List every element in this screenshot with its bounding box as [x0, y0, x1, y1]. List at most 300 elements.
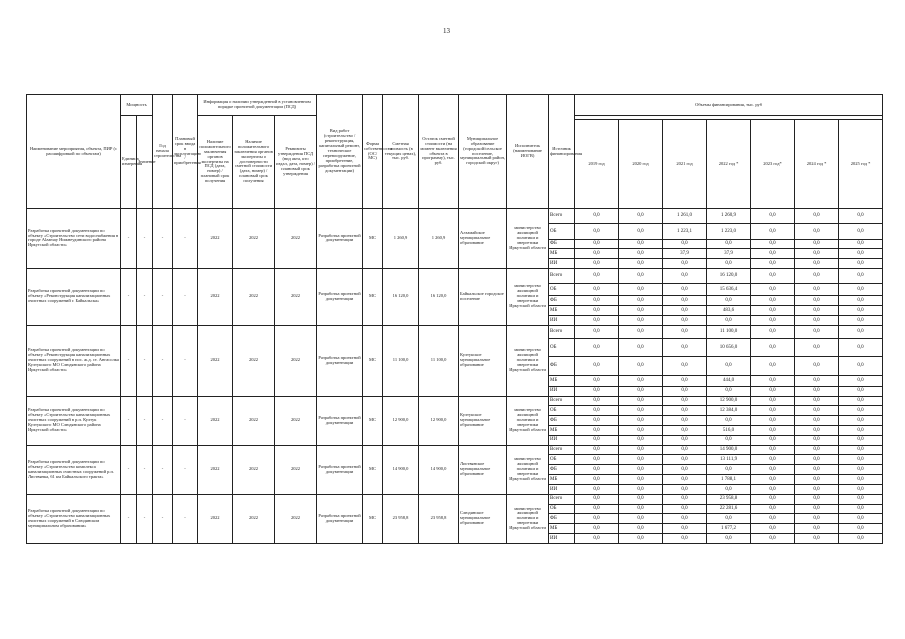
funding-amount: 0,0 — [619, 338, 663, 357]
funding-amount: 0,0 — [663, 455, 707, 465]
funding-source: ИИ — [549, 315, 575, 325]
header-year: 2024 год * — [795, 120, 839, 209]
financing-table — [26, 94, 883, 544]
funding-amount: 0,0 — [663, 268, 707, 283]
expertise-date: 2022 — [198, 445, 233, 494]
funding-amount: 0,0 — [575, 435, 619, 445]
header-cost: Сметная стоимость (в текущих ценах), тыс. руб. — [383, 95, 419, 209]
funding-amount: 0,0 — [663, 406, 707, 416]
funding-amount: 0,0 — [619, 455, 663, 465]
reliability-date: 2022 — [233, 209, 275, 269]
funding-amount: 0,0 — [619, 406, 663, 416]
funding-amount: 0,0 — [663, 386, 707, 396]
funding-source: Всего — [549, 494, 575, 504]
funding-amount: 0,0 — [795, 209, 839, 224]
funding-amount: 0,0 — [751, 435, 795, 445]
funding-amount: 0,0 — [575, 338, 619, 357]
estimated-cost: 11 100,0 — [383, 325, 419, 396]
funding-source: МБ — [549, 249, 575, 259]
funding-amount: 0,0 — [795, 435, 839, 445]
funding-amount: 0,0 — [751, 475, 795, 485]
approval-date: 2022 — [275, 445, 317, 494]
funding-source: МБ — [549, 524, 575, 534]
funding-amount: 0,0 — [663, 465, 707, 475]
funding-amount: 0,0 — [663, 416, 707, 426]
funding-amount: 0,0 — [619, 484, 663, 494]
funding-amount: 0,0 — [663, 338, 707, 357]
remaining-cost: 14 900,0 — [419, 445, 459, 494]
expertise-date: 2022 — [198, 268, 233, 325]
funding-amount: 0,0 — [839, 524, 883, 534]
funding-amount: 0,0 — [663, 504, 707, 514]
funding-source: ОБ — [549, 284, 575, 296]
header-value: Значение — [137, 116, 153, 209]
approval-date: 2022 — [275, 209, 317, 269]
funding-amount: 0,0 — [663, 514, 707, 524]
funding-amount: 516,0 — [707, 426, 751, 436]
funding-amount: 0,0 — [663, 445, 707, 455]
funding-source: ИИ — [549, 533, 575, 543]
start-year: - — [153, 325, 173, 396]
header-year: 2025 год * — [839, 120, 883, 209]
funding-amount: 0,0 — [839, 406, 883, 416]
funding-amount: 0,0 — [707, 259, 751, 269]
object-name: Разработка проектной документации по объекту «Реконструкция канализационных очистных сооружений г. Байкальска» — [27, 268, 121, 325]
funding-amount: 0,0 — [795, 524, 839, 534]
funding-source: ИИ — [549, 435, 575, 445]
funding-amount: 0,0 — [751, 268, 795, 283]
municipality: Култукское муниципальное образование — [459, 396, 507, 445]
funding-amount: 0,0 — [839, 375, 883, 386]
funding-amount: 0,0 — [751, 239, 795, 249]
ownership: МС — [363, 268, 383, 325]
plan-commission: - — [173, 396, 198, 445]
funding-amount: 0,0 — [707, 514, 751, 524]
estimated-cost: 14 900,0 — [383, 445, 419, 494]
work-type: Разработка проектной документации — [317, 494, 363, 543]
header-expertise: Наличие положительного заключения органов экспертизы на ПСД (дата, номер) / плановый срок получения — [198, 116, 233, 209]
funding-amount: 0,0 — [751, 426, 795, 436]
funding-amount: 0,0 — [795, 357, 839, 376]
funding-amount: 0,0 — [619, 465, 663, 475]
funding-amount: 0,0 — [619, 435, 663, 445]
funding-source: ФБ — [549, 514, 575, 524]
funding-amount: 0,0 — [663, 306, 707, 316]
plan-commission: - — [173, 494, 198, 543]
plan-commission: - — [173, 209, 198, 269]
capacity-value: - — [137, 445, 153, 494]
executor: министерство жилищной политики и энергетики Иркутской области — [507, 209, 549, 269]
header-funding: Объемы финансирования, тыс. руб — [575, 95, 883, 116]
funding-amount: 0,0 — [751, 375, 795, 386]
funding-amount: 0,0 — [751, 524, 795, 534]
funding-amount: 0,0 — [839, 455, 883, 465]
funding-amount: 0,0 — [575, 259, 619, 269]
header-municipality: Муниципальное образование (городской/сельское поселение, муниципальный район, городской округ) — [459, 95, 507, 209]
funding-amount: 0,0 — [619, 416, 663, 426]
remaining-cost: 1 260,9 — [419, 209, 459, 269]
capacity-unit: - — [121, 494, 137, 543]
funding-amount: 0,0 — [751, 504, 795, 514]
funding-amount: 0,0 — [839, 249, 883, 259]
header-work-type: Вид работ (строительство / реконструкция, капитальный ремонт, техническое перевооружение, приобретение, разработка проектной документации) — [317, 95, 363, 209]
header-ded-group: Информация о наличии утвержденной в установленном порядке проектной документации (ПСД) — [198, 95, 317, 116]
funding-amount: 0,0 — [839, 435, 883, 445]
object-name: Разработка проектной документации по объекту «Строительство комплекса канализационных очистных сооружений р.п. Листвянка, 61 км Байкальского тракта» — [27, 445, 121, 494]
funding-amount: 0,0 — [575, 357, 619, 376]
header-approval: Реквизиты утверждения ПСД (вид акта, кто издал, дата, номер) / плановый срок утверждения — [275, 116, 317, 209]
funding-amount: 0,0 — [839, 396, 883, 406]
funding-source: ИИ — [549, 386, 575, 396]
funding-amount: 0,0 — [663, 494, 707, 504]
funding-source: ОБ — [549, 455, 575, 465]
funding-source: ФБ — [549, 416, 575, 426]
funding-source: ФБ — [549, 465, 575, 475]
funding-amount: 0,0 — [619, 494, 663, 504]
funding-amount: 0,0 — [839, 484, 883, 494]
header-year: 2020 год — [619, 120, 663, 209]
work-type: Разработка проектной документации — [317, 396, 363, 445]
funding-amount: 0,0 — [619, 357, 663, 376]
funding-amount: 0,0 — [751, 338, 795, 357]
plan-commission: - — [173, 445, 198, 494]
funding-amount: 0,0 — [795, 416, 839, 426]
funding-source: Всего — [549, 396, 575, 406]
remaining-cost: 23 958,8 — [419, 494, 459, 543]
ownership: МС — [363, 325, 383, 396]
executor: министерство жилищной политики и энергетики Иркутской области — [507, 268, 549, 325]
funding-amount: 0,0 — [795, 475, 839, 485]
funding-amount: 0,0 — [795, 445, 839, 455]
funding-amount: 0,0 — [575, 315, 619, 325]
funding-amount: 0,0 — [751, 445, 795, 455]
funding-amount: 12 384,0 — [707, 406, 751, 416]
funding-amount: 0,0 — [839, 338, 883, 357]
funding-source: ОБ — [549, 406, 575, 416]
funding-amount: 0,0 — [795, 284, 839, 296]
funding-amount: 0,0 — [619, 268, 663, 283]
funding-amount: 0,0 — [795, 386, 839, 396]
funding-amount: 15 636,4 — [707, 284, 751, 296]
header-unit: Единица измерения — [121, 116, 137, 209]
funding-source: Всего — [549, 325, 575, 338]
funding-amount: 0,0 — [575, 524, 619, 534]
funding-amount: 0,0 — [751, 259, 795, 269]
expertise-date: 2022 — [198, 494, 233, 543]
funding-amount: 1 223,1 — [663, 224, 707, 239]
funding-amount: 0,0 — [795, 249, 839, 259]
municipality: Листвянское муниципальное образование — [459, 445, 507, 494]
funding-amount: 0,0 — [839, 239, 883, 249]
funding-source: ОБ — [549, 338, 575, 357]
funding-amount: 0,0 — [619, 249, 663, 259]
capacity-value: - — [137, 494, 153, 543]
funding-amount: 0,0 — [751, 386, 795, 396]
funding-amount: 0,0 — [839, 426, 883, 436]
funding-amount: 0,0 — [663, 426, 707, 436]
plan-commission: - — [173, 268, 198, 325]
header-year: 2023 год* — [751, 120, 795, 209]
reliability-date: 2022 — [233, 396, 275, 445]
approval-date: 2022 — [275, 325, 317, 396]
funding-amount: 0,0 — [751, 484, 795, 494]
capacity-value: - — [137, 209, 153, 269]
funding-amount: 37,9 — [663, 249, 707, 259]
header-year: 2019 год — [575, 120, 619, 209]
funding-amount: 0,0 — [575, 406, 619, 416]
funding-amount: 0,0 — [839, 465, 883, 475]
funding-amount: 0,0 — [839, 209, 883, 224]
capacity-unit: - — [121, 325, 137, 396]
estimated-cost: 16 120,0 — [383, 268, 419, 325]
funding-amount: 0,0 — [751, 396, 795, 406]
funding-amount: 0,0 — [663, 357, 707, 376]
funding-amount: 0,0 — [575, 268, 619, 283]
capacity-unit: - — [121, 396, 137, 445]
funding-amount: 0,0 — [575, 284, 619, 296]
funding-amount: 0,0 — [575, 445, 619, 455]
expertise-date: 2022 — [198, 325, 233, 396]
funding-amount: 0,0 — [707, 296, 751, 306]
funding-amount: 1 260,9 — [707, 209, 751, 224]
funding-amount: 0,0 — [619, 325, 663, 338]
funding-amount: 0,0 — [707, 435, 751, 445]
funding-amount: 11 100,0 — [707, 325, 751, 338]
work-type: Разработка проектной документации — [317, 268, 363, 325]
funding-amount: 0,0 — [795, 426, 839, 436]
executor: министерство жилищной политики и энергетики Иркутской области — [507, 445, 549, 494]
funding-amount: 0,0 — [575, 296, 619, 306]
funding-row — [27, 268, 883, 283]
start-year: - — [153, 268, 173, 325]
funding-amount: 0,0 — [839, 386, 883, 396]
funding-amount: 0,0 — [619, 259, 663, 269]
funding-amount: 0,0 — [619, 445, 663, 455]
municipality: Слюдянское муниципальное образование — [459, 494, 507, 543]
funding-amount: 0,0 — [575, 306, 619, 316]
start-year: - — [153, 209, 173, 269]
funding-amount: 0,0 — [751, 249, 795, 259]
funding-amount: 0,0 — [619, 524, 663, 534]
funding-amount: 0,0 — [839, 494, 883, 504]
funding-amount: 0,0 — [751, 296, 795, 306]
header-plan-commission: Плановый срок ввода в эксплуатацию / приобретения — [173, 95, 198, 209]
funding-amount: 0,0 — [707, 315, 751, 325]
header-ownership: Форма собственности (ОС/МС) — [363, 95, 383, 209]
funding-amount: 0,0 — [663, 484, 707, 494]
funding-source: МБ — [549, 426, 575, 436]
funding-amount: 0,0 — [795, 484, 839, 494]
funding-amount: 0,0 — [663, 435, 707, 445]
funding-source: ФБ — [549, 296, 575, 306]
funding-amount: 0,0 — [663, 475, 707, 485]
object-name: Разработка проектной документации по объекту «Строительство сети водоснабжения в городе Alzamay Нижнеудинского района Иркутской области» — [27, 209, 121, 269]
funding-amount: 0,0 — [619, 284, 663, 296]
remaining-cost: 11 100,0 — [419, 325, 459, 396]
funding-amount: 0,0 — [839, 514, 883, 524]
funding-source: ФБ — [549, 357, 575, 376]
remaining-cost: 12 900,0 — [419, 396, 459, 445]
estimated-cost: 23 958,8 — [383, 494, 419, 543]
funding-amount: 0,0 — [751, 209, 795, 224]
funding-amount: 0,0 — [575, 475, 619, 485]
table-body — [27, 209, 883, 544]
funding-source: ОБ — [549, 504, 575, 514]
funding-amount: 0,0 — [751, 406, 795, 416]
funding-amount: 1 261,0 — [663, 209, 707, 224]
ownership: МС — [363, 445, 383, 494]
funding-amount: 0,0 — [839, 504, 883, 514]
capacity-value: - — [137, 396, 153, 445]
funding-amount: 0,0 — [663, 284, 707, 296]
funding-amount: 0,0 — [619, 239, 663, 249]
work-type: Разработка проектной документации — [317, 445, 363, 494]
funding-source: Всего — [549, 268, 575, 283]
funding-amount: 0,0 — [839, 416, 883, 426]
funding-amount: 0,0 — [663, 259, 707, 269]
funding-amount: 14 900,0 — [707, 445, 751, 455]
funding-amount: 0,0 — [839, 445, 883, 455]
work-type: Разработка проектной документации — [317, 325, 363, 396]
funding-amount: 16 120,0 — [707, 268, 751, 283]
funding-amount: 0,0 — [575, 494, 619, 504]
funding-amount: 0,0 — [575, 504, 619, 514]
object-name: Разработка проектной документации по объекту «Строительство канализационных очистных сооружений в р.п. Култук Култукского МО Слюдянского района Иркутской области» — [27, 396, 121, 445]
funding-amount: 0,0 — [663, 396, 707, 406]
funding-amount: 22 281,6 — [707, 504, 751, 514]
funding-amount: 0,0 — [619, 296, 663, 306]
funding-amount: 1 223,0 — [707, 224, 751, 239]
header-remaining: Остаток сметной стоимости (на момент включения объекта в программу), тыс. руб. — [419, 95, 459, 209]
funding-amount: 0,0 — [575, 484, 619, 494]
funding-amount: 0,0 — [663, 533, 707, 543]
funding-amount: 0,0 — [751, 284, 795, 296]
funding-amount: 0,0 — [795, 465, 839, 475]
expertise-date: 2022 — [198, 209, 233, 269]
header-reliability: Наличие положительного заключения органов экспертизы о достоверности сметной стоимости (дата, номер) / плановый срок получения — [233, 116, 275, 209]
funding-row — [27, 325, 883, 338]
funding-row — [27, 494, 883, 504]
funding-amount: 0,0 — [795, 325, 839, 338]
capacity-unit: - — [121, 209, 137, 269]
funding-amount: 0,0 — [795, 224, 839, 239]
header-capacity: Мощность — [121, 95, 153, 116]
reliability-date: 2022 — [233, 445, 275, 494]
funding-amount: 0,0 — [619, 306, 663, 316]
funding-amount: 0,0 — [795, 396, 839, 406]
funding-amount: 0,0 — [663, 375, 707, 386]
funding-amount: 0,0 — [707, 465, 751, 475]
funding-amount: 0,0 — [839, 259, 883, 269]
reliability-date: 2022 — [233, 325, 275, 396]
funding-amount: 0,0 — [795, 315, 839, 325]
funding-source: МБ — [549, 475, 575, 485]
funding-amount: 0,0 — [575, 375, 619, 386]
header-executor: Исполнитель (наименование ИОГВ) — [507, 95, 549, 209]
funding-amount: 0,0 — [619, 386, 663, 396]
start-year: - — [153, 396, 173, 445]
funding-amount: 10 656,0 — [707, 338, 751, 357]
funding-amount: 0,0 — [751, 306, 795, 316]
remaining-cost: 16 120,0 — [419, 268, 459, 325]
funding-amount: 0,0 — [707, 533, 751, 543]
ownership: МС — [363, 209, 383, 269]
funding-amount: 37,9 — [707, 249, 751, 259]
estimated-cost: 1 260,9 — [383, 209, 419, 269]
reliability-date: 2022 — [233, 494, 275, 543]
estimated-cost: 12 900,0 — [383, 396, 419, 445]
funding-amount: 0,0 — [795, 514, 839, 524]
funding-amount: 0,0 — [795, 455, 839, 465]
funding-source: ИИ — [549, 484, 575, 494]
plan-commission: - — [173, 325, 198, 396]
funding-amount: 0,0 — [663, 315, 707, 325]
funding-amount: 0,0 — [575, 239, 619, 249]
municipality: Алзамайское муниципальное образование — [459, 209, 507, 269]
funding-amount: 0,0 — [619, 315, 663, 325]
funding-amount: 0,0 — [751, 325, 795, 338]
funding-source: Всего — [549, 445, 575, 455]
object-name: Разработка проектной документации по объекту «Строительство канализационных очистных сооружений в Слюдянском муниципальном образовании» — [27, 494, 121, 543]
funding-row — [27, 445, 883, 455]
funding-amount: 0,0 — [575, 396, 619, 406]
work-type: Разработка проектной документации — [317, 209, 363, 269]
funding-amount: 0,0 — [795, 375, 839, 386]
header-start-year: Год начала строительства — [153, 95, 173, 209]
funding-amount: 0,0 — [619, 514, 663, 524]
funding-amount: 0,0 — [707, 484, 751, 494]
funding-amount: 0,0 — [751, 357, 795, 376]
funding-amount: 0,0 — [795, 259, 839, 269]
funding-amount: 0,0 — [619, 533, 663, 543]
funding-amount: 0,0 — [619, 426, 663, 436]
executor: министерство жилищной политики и энергетики Иркутской области — [507, 325, 549, 396]
funding-amount: 444,0 — [707, 375, 751, 386]
funding-amount: 0,0 — [663, 524, 707, 534]
executor: министерство жилищной политики и энергетики Иркутской области — [507, 494, 549, 543]
funding-amount: 0,0 — [751, 455, 795, 465]
funding-amount: 0,0 — [839, 284, 883, 296]
funding-amount: 0,0 — [751, 224, 795, 239]
funding-amount: 12 900,0 — [707, 396, 751, 406]
start-year: - — [153, 445, 173, 494]
funding-amount: 0,0 — [839, 224, 883, 239]
funding-source: МБ — [549, 375, 575, 386]
funding-amount: 1 677,2 — [707, 524, 751, 534]
funding-amount: 0,0 — [619, 475, 663, 485]
funding-amount: 0,0 — [795, 239, 839, 249]
funding-amount: 23 958,8 — [707, 494, 751, 504]
municipality: Байкальское городское поселение — [459, 268, 507, 325]
approval-date: 2022 — [275, 268, 317, 325]
funding-amount: 0,0 — [575, 386, 619, 396]
funding-amount: 0,0 — [839, 533, 883, 543]
funding-amount: 0,0 — [751, 494, 795, 504]
funding-amount: 0,0 — [751, 315, 795, 325]
funding-amount: 0,0 — [575, 465, 619, 475]
funding-source: МБ — [549, 306, 575, 316]
funding-amount: 0,0 — [839, 475, 883, 485]
ownership: МС — [363, 494, 383, 543]
funding-amount: 0,0 — [575, 426, 619, 436]
funding-amount: 0,0 — [619, 396, 663, 406]
funding-amount: 0,0 — [707, 357, 751, 376]
funding-amount: 0,0 — [575, 533, 619, 543]
funding-amount: 0,0 — [575, 416, 619, 426]
header-source: Источник финансирования — [549, 95, 575, 209]
funding-amount: 0,0 — [839, 315, 883, 325]
funding-source: ОБ — [549, 224, 575, 239]
